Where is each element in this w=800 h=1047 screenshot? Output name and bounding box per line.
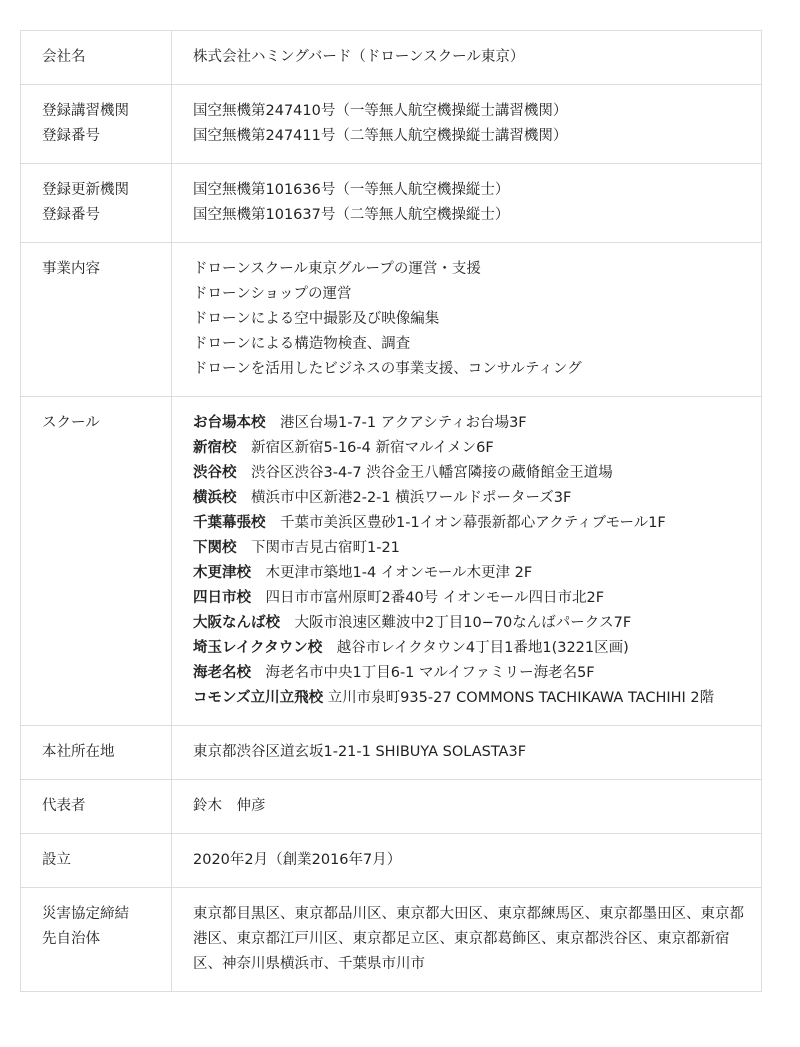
business-item: ドローンによる構造物検査、調査: [193, 336, 411, 352]
school-address: 立川市泉町935-27 COMMONS TACHIKAWA TACHIHI 2階: [327, 690, 715, 706]
value-line: 国空無機第247411号（二等無人航空機操縦士講習機関）: [193, 128, 568, 144]
value-company-name: [172, 31, 762, 85]
value-head-office: [172, 726, 762, 780]
school-address: 海老名市中央1丁目6-1 マルイファミリー海老名5F: [265, 665, 595, 681]
school-address: 港区台場1-7-1 アクアシティお台場3F: [280, 415, 527, 431]
business-item: ドローンショップの運営: [193, 286, 352, 302]
school-name: 四日市校: [193, 590, 251, 606]
school-name: コモンズ立川立飛校: [193, 690, 324, 706]
school-item: [193, 486, 751, 511]
label-business: [21, 243, 172, 397]
value-representative: [172, 780, 762, 834]
school-name: 木更津校: [193, 565, 251, 581]
label-line: 事業内容: [42, 261, 100, 277]
row-company-name: [21, 31, 762, 85]
value-line: 鈴木 伸彦: [193, 798, 266, 814]
label-line: 登録番号: [42, 128, 100, 144]
school-address: 渋谷区渋谷3-4-7 渋谷金王八幡宮隣接の蔵脩館金王道場: [251, 465, 613, 481]
school-item: [193, 411, 751, 436]
school-name: 埼玉レイクタウン校: [193, 640, 323, 656]
school-address: 越谷市レイクタウン4丁目1番地1(3221区画): [336, 640, 629, 656]
school-item: [193, 661, 751, 686]
label-company-name: [21, 31, 172, 85]
school-address: 新宿区新宿5-16-4 新宿マルイメン6F: [251, 440, 494, 456]
value-line: 東京都渋谷区道玄坂1-21-1 SHIBUYA SOLASTA3F: [193, 744, 527, 760]
school-item: [193, 686, 751, 711]
business-item: ドローンスクール東京グループの運営・支援: [193, 261, 481, 277]
label-disaster-agreements: [21, 888, 172, 992]
label-established: [21, 834, 172, 888]
school-address: 木更津市築地1-4 イオンモール木更津 2F: [265, 565, 533, 581]
value-line: 2020年2月（創業2016年7月）: [193, 852, 402, 868]
label-line: 会社名: [42, 49, 86, 65]
school-item: [193, 561, 751, 586]
value-training-registration: [172, 85, 762, 164]
label-head-office: [21, 726, 172, 780]
label-line: 代表者: [42, 798, 86, 814]
value-line: 株式会社ハミングバード（ドローンスクール東京）: [193, 49, 525, 65]
row-disaster-agreements: [21, 888, 762, 992]
school-item: [193, 511, 751, 536]
school-address: 横浜市中区新港2-2-1 横浜ワールドポーターズ3F: [251, 490, 572, 506]
school-item: [193, 461, 751, 486]
school-address: 大阪市浪速区難波中2丁目10−70なんばパークス7F: [294, 615, 632, 631]
school-name: 千葉幕張校: [193, 515, 266, 531]
row-training-registration: [21, 85, 762, 164]
school-name: 新宿校: [193, 440, 237, 456]
municipality-list: 東京都目黒区、東京都品川区、東京都大田区、東京都練馬区、東京都墨田区、東京都港区、東京都江戸川区、東京都足立区、東京都葛飾区、東京都渋谷区、東京都新宿区、神奈川県横浜市、千葉県市川市: [193, 906, 744, 972]
label-line: 登録更新機関: [42, 182, 129, 198]
business-item: ドローンを活用したビジネスの事業支援、コンサルティング: [193, 361, 582, 377]
business-item: ドローンによる空中撮影及び映像編集: [193, 311, 440, 327]
value-disaster-agreements: [172, 888, 762, 992]
row-renewal-registration: [21, 164, 762, 243]
value-line: 国空無機第101636号（一等無人航空機操縦士）: [193, 182, 510, 198]
row-schools: [21, 397, 762, 726]
school-name: 大阪なんば校: [193, 615, 280, 631]
value-line: 国空無機第101637号（二等無人航空機操縦士）: [193, 207, 510, 223]
value-schools: [172, 397, 762, 726]
value-renewal-registration: [172, 164, 762, 243]
label-representative: [21, 780, 172, 834]
value-line: 国空無機第247410号（一等無人航空機操縦士講習機関）: [193, 103, 568, 119]
school-item: [193, 586, 751, 611]
school-name: 横浜校: [193, 490, 237, 506]
school-name: 海老名校: [193, 665, 251, 681]
school-item: [193, 536, 751, 561]
value-established: [172, 834, 762, 888]
school-address: 下関市吉見古宿町1-21: [251, 540, 400, 556]
row-business: [21, 243, 762, 397]
school-address: 千葉市美浜区豊砂1-1イオン幕張新都心アクティブモール1F: [280, 515, 666, 531]
school-name: お台場本校: [193, 415, 266, 431]
school-item: [193, 636, 751, 661]
school-name: 渋谷校: [193, 465, 237, 481]
row-representative: [21, 780, 762, 834]
school-item: [193, 611, 751, 636]
label-renewal-registration: [21, 164, 172, 243]
label-line: 災害協定締結: [42, 906, 129, 922]
row-established: [21, 834, 762, 888]
value-business: [172, 243, 762, 397]
label-schools: [21, 397, 172, 726]
school-name: 下関校: [193, 540, 237, 556]
label-line: 設立: [42, 852, 71, 868]
label-line: 先自治体: [42, 931, 100, 947]
label-line: 登録講習機関: [42, 103, 129, 119]
school-item: [193, 436, 751, 461]
label-line: 登録番号: [42, 207, 100, 223]
row-head-office: [21, 726, 762, 780]
label-training-registration: [21, 85, 172, 164]
label-line: スクール: [42, 415, 100, 431]
label-line: 本社所在地: [42, 744, 115, 760]
company-info-table: [20, 30, 762, 992]
school-address: 四日市市富州原町2番40号 イオンモール四日市北2F: [265, 590, 605, 606]
